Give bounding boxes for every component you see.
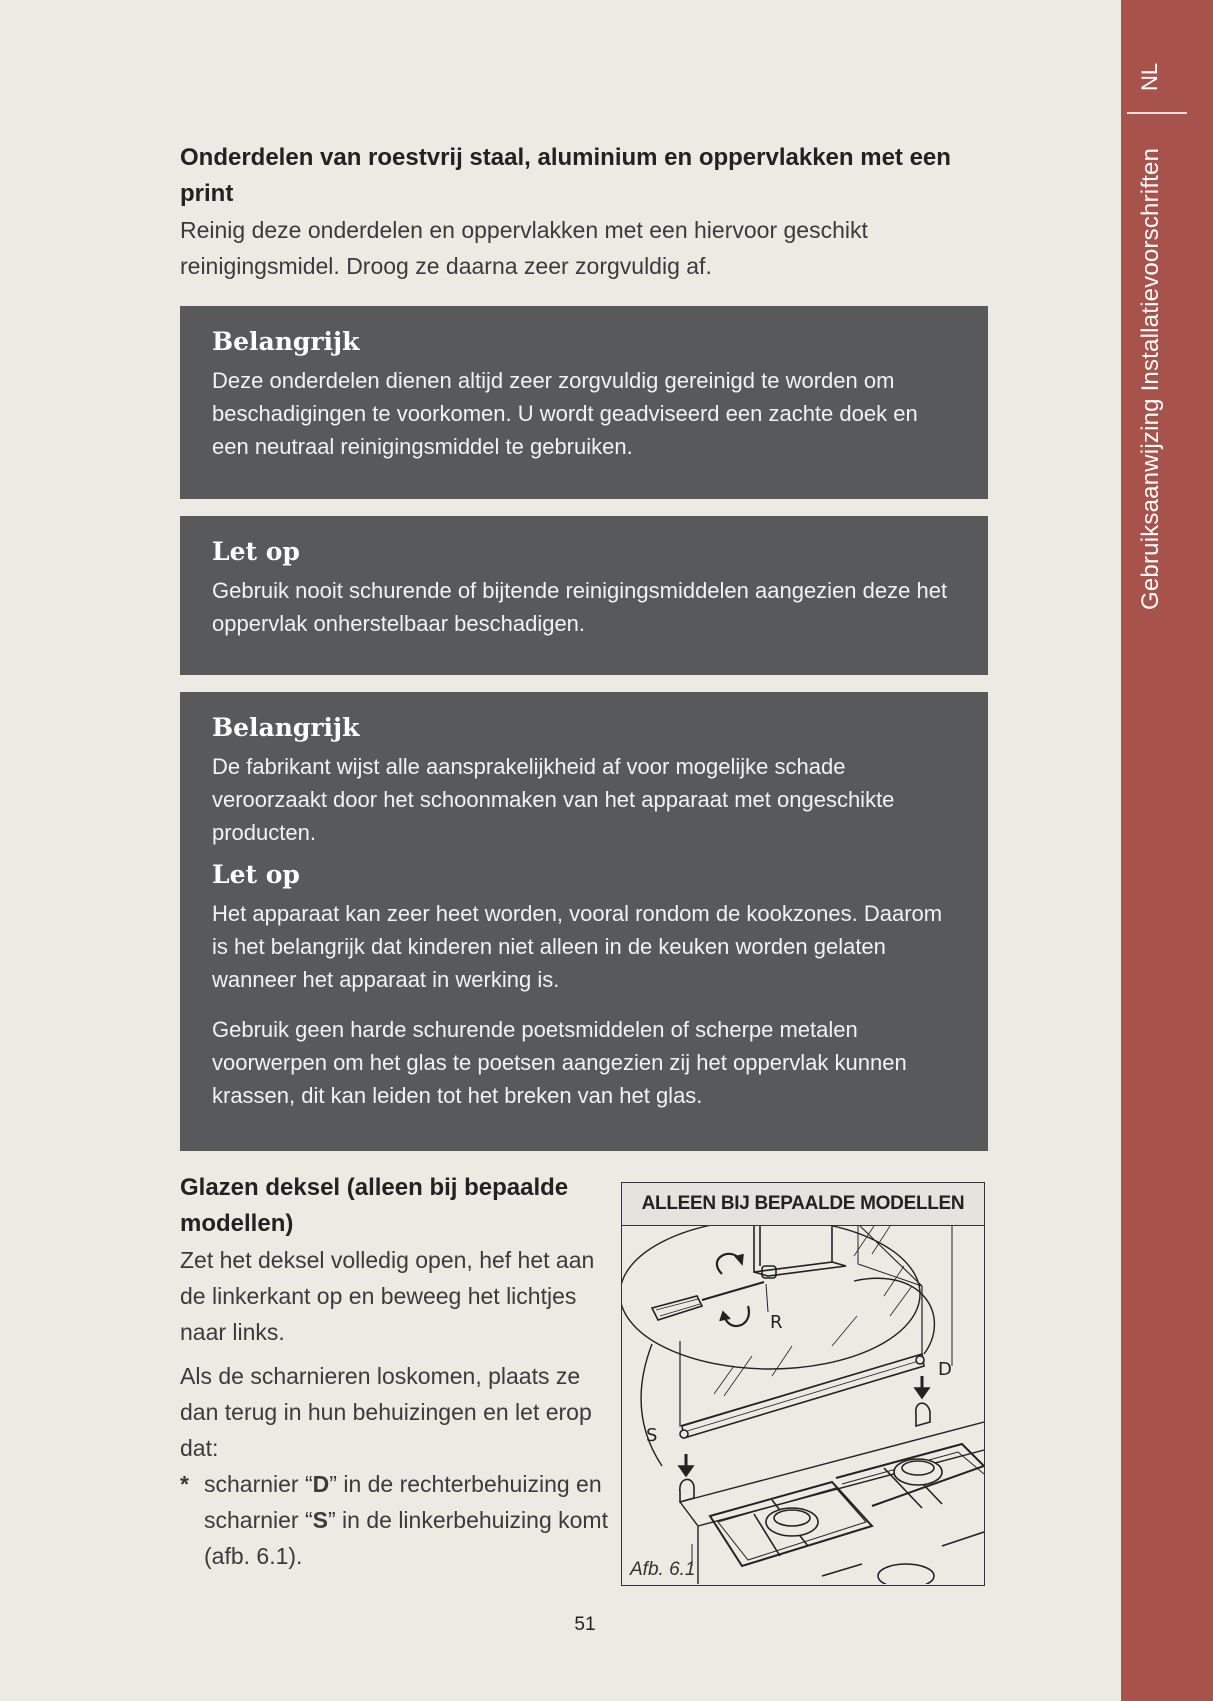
notice-title: Let op bbox=[212, 537, 300, 566]
notice-text: Deze onderdelen dienen altijd zeer zorgvuldig gereinigd te worden om beschadigingen te voorkomen. U wordt geadviseerd een zachte doek en een neutraal reinigingsmiddel te gebruiken. bbox=[212, 368, 918, 459]
section-heading: Glazen deksel (alleen bij bepaalde modellen) bbox=[180, 1174, 569, 1237]
notice-title: Let op bbox=[212, 860, 300, 889]
figure-glass-lid bbox=[621, 1182, 985, 1586]
page-number: 51 bbox=[574, 1614, 596, 1635]
language-label: NL bbox=[1137, 62, 1162, 92]
lid-illustration bbox=[622, 1226, 984, 1584]
section-heading: Onderdelen van roestvrij staal, aluminium en oppervlakken met een print bbox=[180, 144, 951, 207]
notice-box-caution bbox=[180, 516, 988, 675]
section-stainless-steel bbox=[180, 140, 988, 284]
bullet-text: scharnier “D” in de rechterbehuizing en scharnier “S” in de linkerbehuizing komt (afb. 6.1). bbox=[204, 1471, 608, 1569]
figure-header: ALLEEN BIJ BEPAALDE MODELLEN bbox=[622, 1183, 984, 1226]
notice-text: Gebruik geen harde schurende poetsmiddelen of scherpe metalen voorwerpen om het glas te poetsen aangezien zij het oppervlak kunnen krassen, dit kan leiden tot het breken van het glas. bbox=[212, 1017, 907, 1108]
label-d: D bbox=[938, 1359, 952, 1380]
notice-text: De fabrikant wijst alle aansprakelijkheid af voor mogelijke schade veroorzaakt door het schoonmaken van het apparaat met ongeschikte producten. bbox=[212, 754, 895, 845]
notice-text: Het apparaat kan zeer heet worden, vooral rondom de kookzones. Daarom is het belangrijk dat kinderen niet alleen in de keuken worden gelaten wanneer het apparaat in werking is. bbox=[212, 901, 943, 992]
label-r: R bbox=[770, 1312, 783, 1333]
label-s: S bbox=[646, 1425, 658, 1446]
bullet-item bbox=[180, 1466, 610, 1574]
section-text: Reinig deze onderdelen en oppervlakken met een hiervoor geschikt reinigingsmidel. Droog ze daarna zeer zorgvuldig af. bbox=[180, 217, 868, 279]
section-paragraph: Als de scharnieren loskomen, plaats ze dan terug in hun behuizingen en let erop dat: bbox=[180, 1363, 592, 1461]
notice-title: Belangrijk bbox=[212, 327, 360, 356]
section-glass-lid bbox=[180, 1170, 610, 1574]
notice-box-combined bbox=[180, 692, 988, 1151]
section-paragraph: Zet het deksel volledig open, hef het aan de linkerkant op en beweeg het lichtjes naar links. bbox=[180, 1247, 595, 1345]
figure-caption: Afb. 6.1 bbox=[630, 1559, 696, 1580]
notice-title: Belangrijk bbox=[212, 713, 360, 742]
sidebar-divider bbox=[1127, 112, 1187, 114]
notice-text: Gebruik nooit schurende of bijtende reinigingsmiddelen aangezien deze het oppervlak onherstelbaar beschadigen. bbox=[212, 578, 948, 636]
notice-box-important bbox=[180, 306, 988, 499]
bullet-marker: * bbox=[180, 1471, 189, 1497]
sidebar-title: Gebruiksaanwijzing Installatievoorschriften bbox=[1137, 147, 1164, 610]
